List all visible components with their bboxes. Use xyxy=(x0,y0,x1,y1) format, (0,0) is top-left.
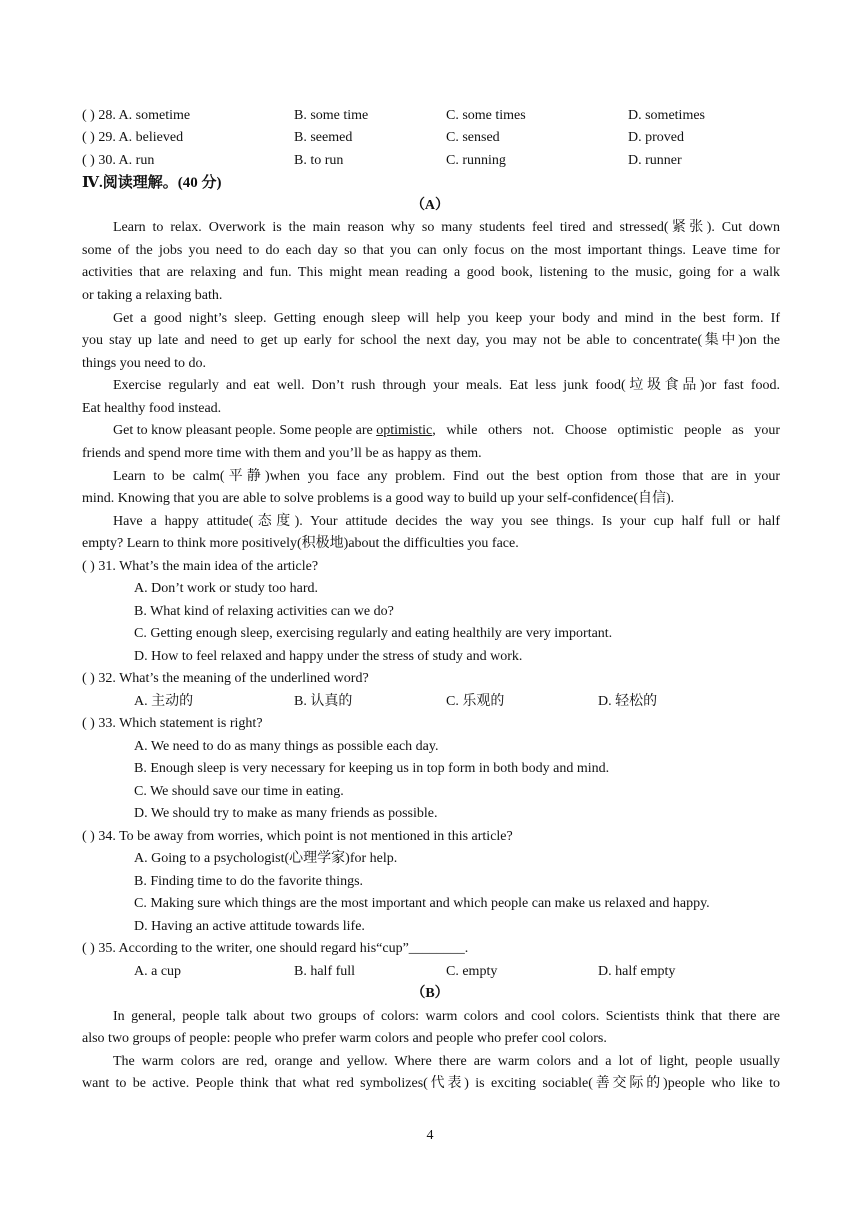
passage-a-line: mind. Knowing that you are able to solve problems is a good way to build up your self-confidence(自信). xyxy=(82,491,675,506)
passage-a-line: empty? Learn to think more positively(积极地)about the difficulties you face. xyxy=(82,536,519,551)
passage-b-line: The warm colors are red, orange and yellow. Where there are warm colors and a lot of light, people usually xyxy=(113,1054,780,1069)
question-35-option-c: C. empty xyxy=(446,964,498,979)
passage-b-line: also two groups of people: people who prefer warm colors and people who prefer cool colors. xyxy=(82,1031,607,1046)
passage-a-text: Get to know pleasant people. Some people are xyxy=(113,423,377,438)
question-31-option-c: C. Getting enough sleep, exercising regularly and eating healthily are very important. xyxy=(134,626,613,641)
question-33-option-a: A. We need to do as many things as possible each day. xyxy=(134,739,439,754)
question-35-stem: ( ) 35. According to the writer, one should regard his“cup”________. xyxy=(82,941,469,956)
passage-a-line: activities that are relaxing and fun. This might mean reading a good book, listening to the music, going for a walk xyxy=(82,265,780,280)
passage-a-line-optimistic xyxy=(113,422,780,440)
question-31-stem: ( ) 31. What’s the main idea of the article? xyxy=(82,559,319,574)
page-number: 4 xyxy=(426,1128,434,1143)
passage-a-line: things you need to do. xyxy=(82,356,207,371)
cloze-q28-option-c: C. some times xyxy=(446,108,526,123)
cloze-q30-option-c: C. running xyxy=(446,153,506,168)
cloze-q29-option-d: D. proved xyxy=(628,130,684,145)
question-33-option-b: B. Enough sleep is very necessary for keeping us in top form in both body and mind. xyxy=(134,761,610,776)
cloze-q29-option-c: C. sensed xyxy=(446,130,500,145)
question-34-option-a: A. Going to a psychologist(心理学家)for help. xyxy=(134,851,398,866)
passage-a-line: some of the jobs you need to do each day so that you can only focus on the most important things. Leave time for xyxy=(82,243,780,258)
passage-a-line: Learn to be calm(平静)when you face any problem. Find out the best option from those that are in your xyxy=(113,469,780,484)
cloze-q28-option-b: B. some time xyxy=(294,108,369,123)
question-32-option-b: B. 认真的 xyxy=(294,694,353,709)
cloze-q28-option-d: D. sometimes xyxy=(628,108,705,123)
question-35-option-d: D. half empty xyxy=(598,964,676,979)
section-title: Ⅳ.阅读理解。(40 分) xyxy=(82,175,222,191)
question-34-option-d: D. Having an active attitude towards life. xyxy=(134,919,365,934)
passage-a-line: Have a happy attitude(态度). Your attitude decides the way you see things. Is your cup half full or half xyxy=(113,514,780,529)
passage-a-line: Exercise regularly and eat well. Don’t rush through your meals. Eat less junk food(垃圾食品)or fast food. xyxy=(113,378,780,393)
underlined-word: optimistic xyxy=(376,423,433,438)
question-33-option-d: D. We should try to make as many friends as possible. xyxy=(134,806,438,821)
passage-b-line: In general, people talk about two groups of colors: warm colors and cool colors. Scientists think that there are xyxy=(113,1009,780,1024)
passage-a-line: or taking a relaxing bath. xyxy=(82,288,223,303)
question-32-stem: ( ) 32. What’s the meaning of the underlined word? xyxy=(82,671,369,686)
cloze-q29-option-b: B. seemed xyxy=(294,130,353,145)
passage-a-line: you stay up late and need to get up early for school the next day, you may not be able to concentrate(集中)on the xyxy=(82,333,780,348)
question-32-option-d: D. 轻松的 xyxy=(598,694,658,709)
cloze-q29-stem: ( ) 29. A. believed xyxy=(82,130,184,145)
passage-a-line: friends and spend more time with them and you’ll be as happy as them. xyxy=(82,446,482,461)
cloze-q30-option-b: B. to run xyxy=(294,153,344,168)
question-31-option-b: B. What kind of relaxing activities can we do? xyxy=(134,604,394,619)
question-31-option-a: A. Don’t work or study too hard. xyxy=(134,581,319,596)
question-33-option-c: C. We should save our time in eating. xyxy=(134,784,344,799)
passage-a-line: Get a good night’s sleep. Getting enough sleep will help you keep your body and mind in the best form. If xyxy=(113,311,780,326)
passage-b-line: want to be active. People think that what red symbolizes(代表) is exciting sociable(善交际的)people who like to xyxy=(82,1076,780,1091)
passage-a-line: Eat healthy food instead. xyxy=(82,401,222,416)
question-34-option-b: B. Finding time to do the favorite things. xyxy=(134,874,364,889)
cloze-q30-stem: ( ) 30. A. run xyxy=(82,153,155,168)
passage-b-label: （B） xyxy=(411,986,449,1001)
cloze-q28-stem: ( ) 28. A. sometime xyxy=(82,108,191,123)
question-34-stem: ( ) 34. To be away from worries, which point is not mentioned in this article? xyxy=(82,829,513,844)
question-35-option-a: A. a cup xyxy=(134,964,182,979)
passage-a-label: （A） xyxy=(410,198,450,213)
question-32-option-c: C. 乐观的 xyxy=(446,694,505,709)
question-35-option-b: B. half full xyxy=(294,964,356,979)
question-31-option-d: D. How to feel relaxed and happy under the stress of study and work. xyxy=(134,649,523,664)
passage-a-line: Learn to relax. Overwork is the main reason why so many students feel tired and stressed(紧张). Cut down xyxy=(113,220,780,235)
question-34-option-c: C. Making sure which things are the most important and which people can make us relaxed and happy. xyxy=(134,896,710,911)
cloze-q30-option-d: D. runner xyxy=(628,153,682,168)
question-33-stem: ( ) 33. Which statement is right? xyxy=(82,716,263,731)
passage-a-text: , while others not. Choose optimistic people as your xyxy=(432,423,780,438)
question-32-option-a: A. 主动的 xyxy=(134,694,194,709)
